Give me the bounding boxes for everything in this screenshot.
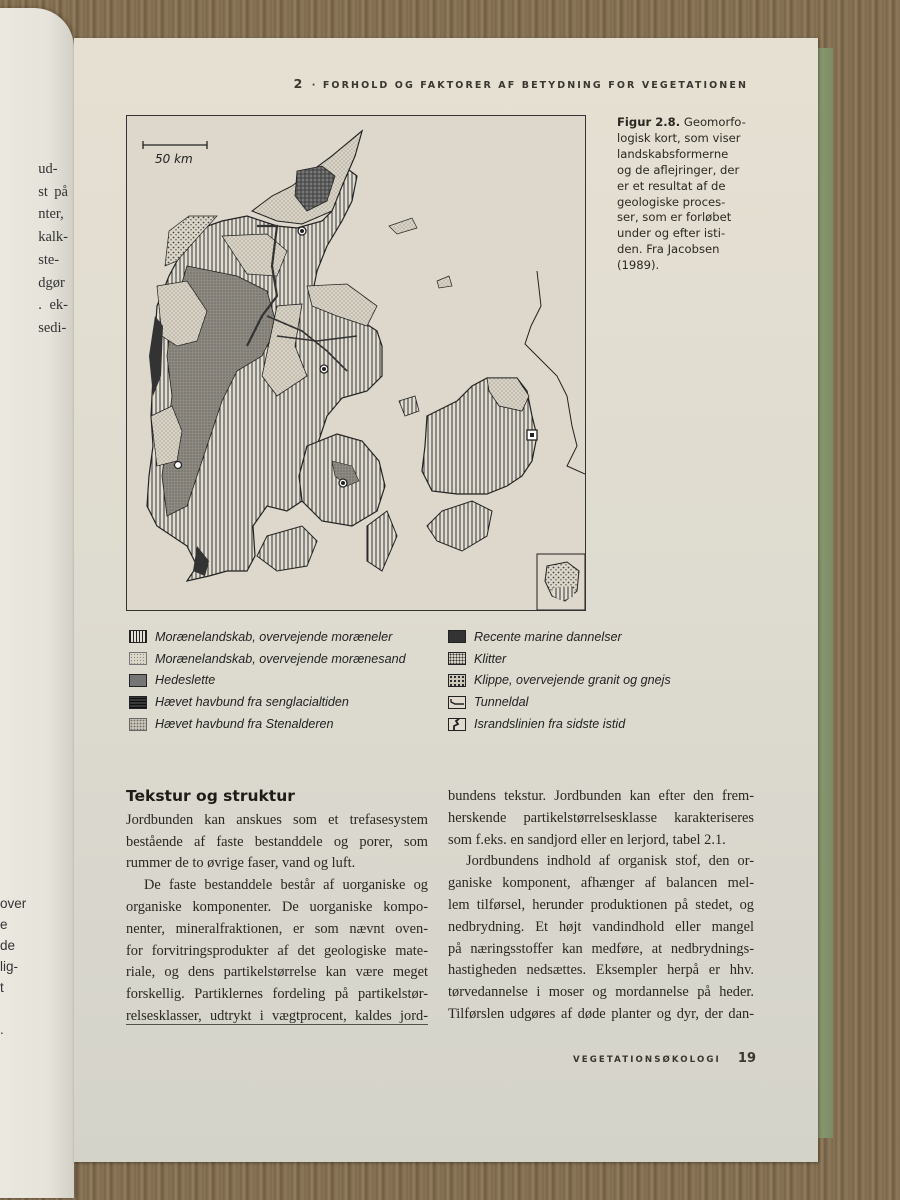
spacer	[0, 998, 26, 1019]
text-line: på næringsstoffer kan medføre, at nedbrydnings-	[448, 940, 754, 957]
page-number: 19	[737, 1051, 756, 1066]
scale-label: 50 km	[155, 152, 193, 166]
legend-label: Klippe, overvejende granit og gnejs	[474, 673, 671, 688]
text-fragment: st på	[38, 183, 68, 200]
crosses-swatch-icon	[448, 674, 466, 687]
text-line: herskende partikelstørrelsesklasse karakteriseres	[448, 809, 754, 826]
legend-item	[129, 691, 406, 713]
left-page	[0, 8, 74, 1198]
geomorphology-map	[126, 115, 586, 611]
chapter-number: 2	[293, 76, 303, 91]
legend-item	[129, 648, 406, 670]
legend-item	[129, 626, 406, 648]
text-line: forskellig. Partiklernes fordeling på partikelstør-	[126, 986, 428, 1003]
text-line: nenter, mineralfraktionen, er som nævnt oven-	[126, 920, 428, 937]
medium-dots-swatch-icon	[129, 718, 147, 731]
text-fragment: lig-	[0, 959, 19, 974]
text-fragment: . ek-	[38, 297, 68, 314]
text-line: som f.eks. en sandjord eller en lerjord, tabel 2.1.	[448, 831, 726, 848]
legend-item	[129, 713, 406, 735]
text-line: Tilførslen udgøres af døde planter og dyr, der dan-	[448, 1005, 754, 1022]
text-line: for forvitringsprodukter af det geologiske mate-	[126, 942, 428, 959]
legend-label: Israndslinien fra sidste istid	[474, 717, 626, 732]
legend-label: Hedeslette	[155, 673, 216, 688]
text-line: lem tilførsel, herunder produktionen på stedet, og	[448, 896, 754, 913]
separator: ·	[311, 80, 318, 91]
text-line: bestående af faste bestanddele og porer, som	[126, 833, 428, 850]
text-fragment: over	[0, 896, 27, 911]
map-legend-left	[129, 626, 406, 735]
vertical-lines-swatch-icon	[129, 630, 147, 643]
figure-caption	[617, 115, 767, 274]
caption-line: Geomorfo-	[683, 115, 746, 129]
legend-label: Klitter	[474, 651, 507, 666]
text-fragment: e	[0, 917, 8, 932]
caption-line: (1989).	[617, 258, 660, 273]
section-heading: Tekstur og struktur	[126, 787, 295, 805]
legend-label: Morænelandskab, overvejende morænesand	[155, 651, 406, 666]
legend-item	[448, 670, 671, 692]
dark-stipple-swatch-icon	[129, 674, 147, 687]
right-page	[74, 38, 818, 1162]
caption-line: er et resultat af de	[617, 178, 726, 193]
legend-label: Morænelandskab, overvejende moræneler	[155, 629, 393, 644]
text-fragment: ste-	[38, 251, 60, 268]
ice-margin-swatch-icon	[448, 718, 466, 731]
book-title: VEGETATIONSØKOLOGI	[573, 1055, 721, 1065]
dark-grid-swatch-icon	[129, 696, 147, 709]
caption-line: ser, som er forløbet	[617, 210, 732, 225]
legend-item	[448, 713, 671, 735]
text-fragment: dgør	[38, 274, 65, 291]
caption-line: under og efter isti-	[617, 226, 726, 241]
solid-dark-swatch-icon	[448, 630, 466, 643]
caption-label: Figur 2.8.	[617, 115, 681, 129]
caption-line: og de aflejringer, der	[617, 162, 740, 177]
text-column-left	[126, 786, 428, 1028]
caption-line: geologiske proces-	[617, 194, 726, 209]
running-head	[294, 76, 748, 91]
text-line: riale, og dens partikelstørrelse kan være meget	[126, 964, 428, 981]
text-fragment: de	[0, 938, 16, 953]
text-fragment: ud-	[38, 161, 58, 177]
text-line: tørvedannelse i moser og mordannelse på heder.	[448, 984, 754, 1001]
caption-line: den. Fra Jacobsen	[617, 242, 720, 257]
page-footer	[573, 1051, 756, 1066]
text-line: De faste bestanddele består af uorganiske og	[144, 877, 428, 894]
legend-label: Recente marine dannelser	[474, 629, 622, 644]
map-legend-right	[448, 626, 671, 735]
text-line: relsesklasser, udtrykt i vægtprocent, kaldes jord-	[126, 1007, 428, 1024]
legend-label: Hævet havbund fra Stenalderen	[155, 717, 334, 732]
legend-item	[448, 691, 671, 713]
text-line: rummer de to øvrige faser, vand og luft.	[126, 855, 356, 872]
legend-item	[129, 670, 406, 692]
text-column-right	[448, 786, 754, 1026]
bornholm-inset	[537, 554, 585, 610]
legend-item	[448, 648, 671, 670]
text-line: Jordbunden kan anskues som et trefasesystem	[126, 811, 428, 828]
text-fragment: sedi-	[38, 319, 67, 336]
scale-bar	[143, 141, 207, 149]
left-page-text-lower	[0, 893, 26, 1040]
zealand	[389, 218, 537, 551]
text-line: organiske komponenter. De uorganiske kompo-	[126, 898, 428, 915]
chapter-title: FORHOLD OG FAKTORER AF BETYDNING FOR VEGETATIONEN	[322, 80, 748, 91]
caption-line: logisk kort, som viser	[617, 130, 741, 145]
text-fragment: .	[0, 1022, 4, 1037]
text-line: nedbrydning. Et højt vandindhold eller mangel	[448, 918, 754, 935]
text-fragment: t	[0, 980, 4, 995]
text-fragment: kalk-	[38, 229, 68, 246]
left-page-text-upper	[38, 158, 68, 340]
legend-label: Hævet havbund fra senglacialtiden	[155, 695, 349, 710]
legend-label: Tunneldal	[474, 695, 529, 710]
text-line: Jordbundens indhold af organisk stof, den or-	[466, 853, 754, 870]
text-line: ganiske komponent, afhænger af balancen mel-	[448, 875, 754, 892]
caption-line: landskabsformerne	[617, 146, 729, 161]
light-dots-swatch-icon	[129, 652, 147, 665]
text-line: bundens tekstur. Jordbunden kan efter den frem-	[448, 788, 754, 804]
text-fragment: nter,	[38, 206, 64, 223]
coarse-dots-swatch-icon	[448, 652, 466, 665]
tunnel-valley-swatch-icon	[448, 696, 466, 709]
text-line: hastigheden nedsættes. Eksempler herpå er hhv.	[448, 962, 754, 979]
map-drawing	[127, 116, 585, 610]
legend-item	[448, 626, 671, 648]
